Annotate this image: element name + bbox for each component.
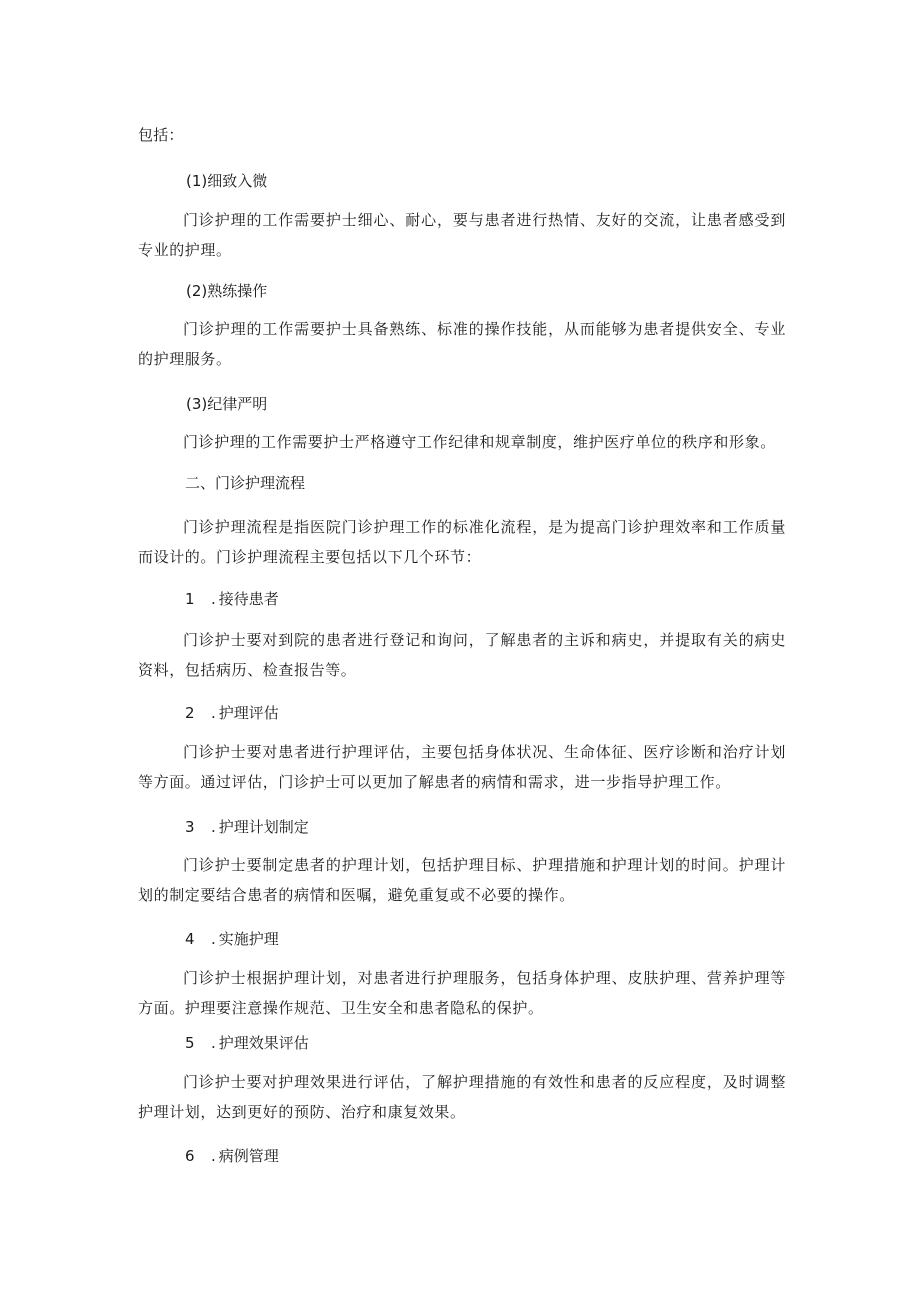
step-paragraph: 门诊护士要对患者进行护理评估，主要包括身体状况、生命体征、医疗诊断和治疗计划等方面。通过评估，门诊护士可以更加了解患者的病情和需求，进一步指导护理工作。: [138, 743, 786, 791]
intro-text: 包括：: [138, 126, 184, 144]
step-title: 实施护理: [218, 930, 279, 948]
step-separator: .: [211, 704, 216, 722]
sub-item-paragraph: 门诊护理的工作需要护士细心、耐心，要与患者进行热情、友好的交流，让患者感受到专业的护理。: [138, 211, 786, 259]
sub-item-heading: (1)细致入微: [186, 172, 268, 190]
step-paragraph: 门诊护士要对护理效果进行评估，了解护理措施的有效性和患者的反应程度，及时调整护理计划，达到更好的预防、治疗和康复效果。: [138, 1073, 786, 1121]
step-number: 4: [185, 930, 195, 948]
section-intro-paragraph: 门诊护理流程是指医院门诊护理工作的标准化流程，是为提高门诊护理效率和工作质量而设计的。门诊护理流程主要包括以下几个环节：: [138, 518, 786, 566]
step-separator: .: [211, 590, 216, 608]
step-title: 接待患者: [218, 590, 279, 608]
step-separator: .: [211, 818, 216, 836]
step-number: 3: [185, 818, 195, 836]
step-paragraph: 门诊护士要对到院的患者进行登记和询问，了解患者的主诉和病史，并提取有关的病史资料，包括病历、检查报告等。: [138, 631, 786, 679]
step-separator: .: [211, 1147, 216, 1165]
step-paragraph: 门诊护士要制定患者的护理计划，包括护理目标、护理措施和护理计划的时间。护理计划的制定要结合患者的病情和医嘱，避免重复或不必要的操作。: [138, 856, 786, 904]
sub-item-heading: (3)纪律严明: [186, 395, 268, 413]
step-paragraph: 门诊护士根据护理计划，对患者进行护理服务，包括身体护理、皮肤护理、营养护理等方面。护理要注意操作规范、卫生安全和患者隐私的保护。: [138, 969, 786, 1017]
sub-item-heading: (2)熟练操作: [186, 282, 268, 300]
step-title: 护理评估: [218, 704, 279, 722]
step-heading: [185, 703, 279, 723]
step-number: 6: [185, 1147, 195, 1165]
step-separator: .: [211, 930, 216, 948]
sub-item-paragraph: 门诊护理的工作需要护士严格遵守工作纪律和规章制度，维护医疗单位的秩序和形象。: [183, 433, 776, 451]
step-heading: [185, 1146, 279, 1166]
step-title: 病例管理: [218, 1147, 279, 1165]
step-heading: [185, 817, 309, 837]
step-number: 5: [185, 1034, 195, 1052]
step-title: 护理效果评估: [218, 1034, 309, 1052]
step-title: 护理计划制定: [218, 818, 309, 836]
step-number: 1: [185, 590, 195, 608]
step-heading: [185, 1033, 309, 1053]
step-number: 2: [185, 704, 195, 722]
section-title: 二、门诊护理流程: [185, 474, 306, 492]
step-separator: .: [211, 1034, 216, 1052]
step-heading: [185, 589, 279, 609]
step-heading: [185, 929, 279, 949]
sub-item-paragraph: 门诊护理的工作需要护士具备熟练、标准的操作技能，从而能够为患者提供安全、专业的护理服务。: [138, 320, 786, 368]
